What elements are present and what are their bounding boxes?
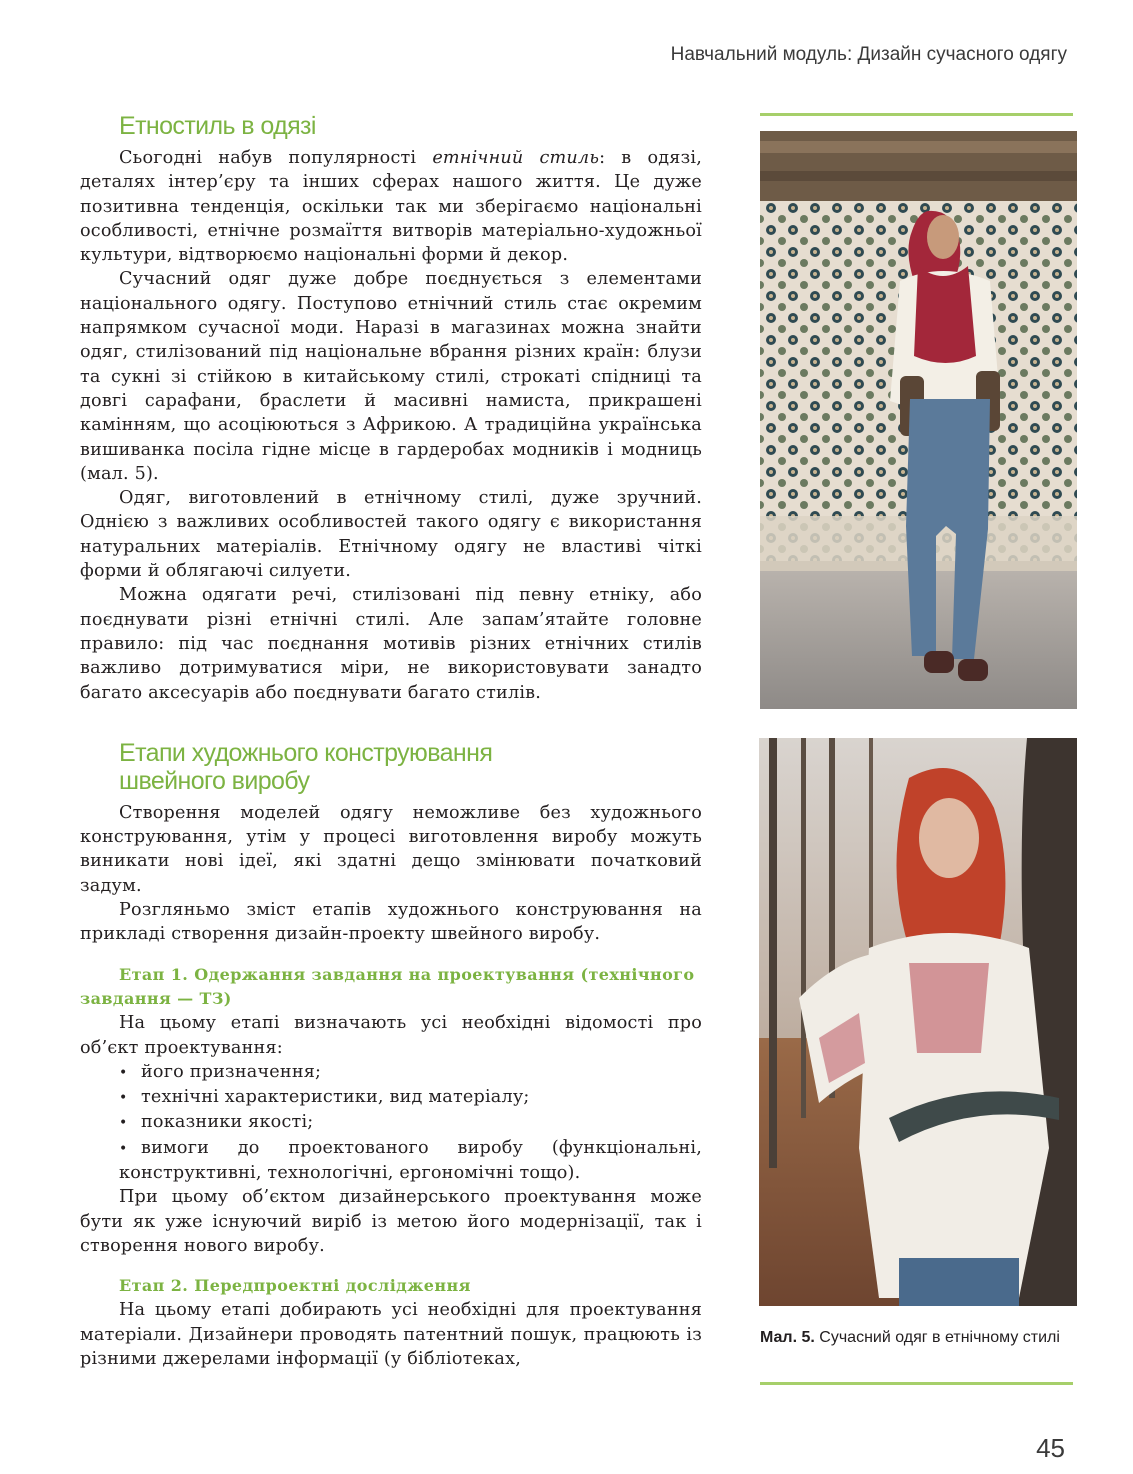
paragraph: [80, 146, 702, 267]
paragraph-text: : в одязі, деталях інтер’єру та інших сферах нашого життя. Це дуже позитивна тенденція, оскільки так ми зберігаємо національні особливості, етнічне розмаїття витворів матеріально-художньої культури, відтворюємо національні форми й декор.: [80, 148, 702, 266]
page-number: 45: [1036, 1433, 1065, 1463]
figure-caption: [760, 1327, 1076, 1349]
paragraph: Сучасний одяг дуже добре поєднується з елементами національного одягу. Поступово етнічний стиль стає окремим напрямком сучасної моди. Наразі в магазинах можна знайти одяг, стилізований під національне вбрання різних країн: блузи та сукні зі стійкою в китайському стилі, строкаті спідниці та довгі сарафани, браслети й масивні намиста, прикрашені камінням, що асоціюються з Африкою. А традиційна українська вишиванка посіла гідне місце в гардеробах модників і модниць (мал. 5).: [80, 269, 702, 484]
bullet-icon: •: [119, 1115, 128, 1132]
list-item: [119, 1136, 702, 1186]
title-line: швейного виробу: [119, 766, 310, 795]
requirements-list: [80, 1060, 702, 1185]
figure-label: Мал. 5.: [760, 1329, 815, 1346]
paragraph: Можна одягати речі, стилізовані під певну етніку, або поєднувати різні етнічні стилі. Але запам’ятайте головне правило: під час поєднання мотивів різних етнічних стилів важливо дотримуватися міри, не використовувати занадто багато аксесуарів або поєднувати багато стилів.: [80, 585, 702, 703]
running-title: Навчальний модуль: Дизайн сучасного одягу: [670, 44, 1067, 65]
paragraph: Створення моделей одягу неможливе без художнього конструювання, утім у процесі виготовлення виробу можуть виникати нові ідеї, які здатні дещо змінювати початковий задум.: [80, 802, 702, 896]
paragraph: На цьому етапі добирають усі необхідні для проектування матеріали. Дизайнери проводять патентний пошук, працюють із різними джерелами інформації (у бібліотеках,: [80, 1300, 702, 1370]
list-item: [119, 1110, 702, 1135]
bottom-divider: [760, 1382, 1073, 1385]
list-item: [119, 1060, 702, 1085]
photo-woman-vyshyvanka: [759, 738, 1077, 1306]
stage-1-heading: Етап 1. Одержання завдання на проектування (технічного завдання — ТЗ): [80, 964, 695, 1008]
bullet-icon: •: [119, 1140, 128, 1157]
section-title-design-stages: [119, 739, 702, 795]
term-ethnic-style: етнічний стиль: [432, 148, 600, 168]
caption-text: Сучасний одяг в етнічному стилі: [814, 1329, 1060, 1346]
bullet-icon: •: [119, 1090, 128, 1107]
section-title-ethnostyle: Етностиль в одязі: [119, 112, 316, 140]
stage-2-heading: Етап 2. Передпроектні дослідження: [119, 1276, 471, 1296]
bullet-icon: •: [119, 1064, 128, 1081]
paragraph: Розгляньмо зміст етапів художнього конструювання на прикладі створення дизайн-проекту швейного виробу.: [80, 900, 702, 945]
paragraph: Одяг, виготовлений в етнічному стилі, дуже зручний. Однією з важливих особливостей такого одягу є використання натуральних матеріалів. Етнічному одягу не властиві чіткі форми й облягаючі силуети.: [80, 488, 702, 582]
photo-woman-red-scarf: [760, 131, 1077, 709]
title-line: Етапи художнього конструювання: [119, 738, 493, 767]
list-item-text: технічні характеристики, вид матеріалу;: [141, 1087, 530, 1108]
list-item-text: вимоги до проектованого виробу (функціональні, конструктивні, технологічні, ергономічні тощо).: [119, 1137, 702, 1183]
list-item-text: його призначення;: [141, 1061, 322, 1082]
top-divider: [760, 113, 1073, 116]
list-item: [119, 1085, 702, 1110]
main-text-column: [80, 112, 702, 1371]
paragraph: На цьому етапі визначають усі необхідні відомості про об’єкт проектування:: [80, 1013, 702, 1058]
paragraph: При цьому об’єктом дизайнерського проектування може бути як уже існуючий виріб із метою його модернізації, так і створення нового виробу.: [80, 1187, 702, 1256]
list-item-text: показники якості;: [141, 1112, 314, 1133]
paragraph-text: Сьогодні набув популярності: [119, 148, 433, 168]
